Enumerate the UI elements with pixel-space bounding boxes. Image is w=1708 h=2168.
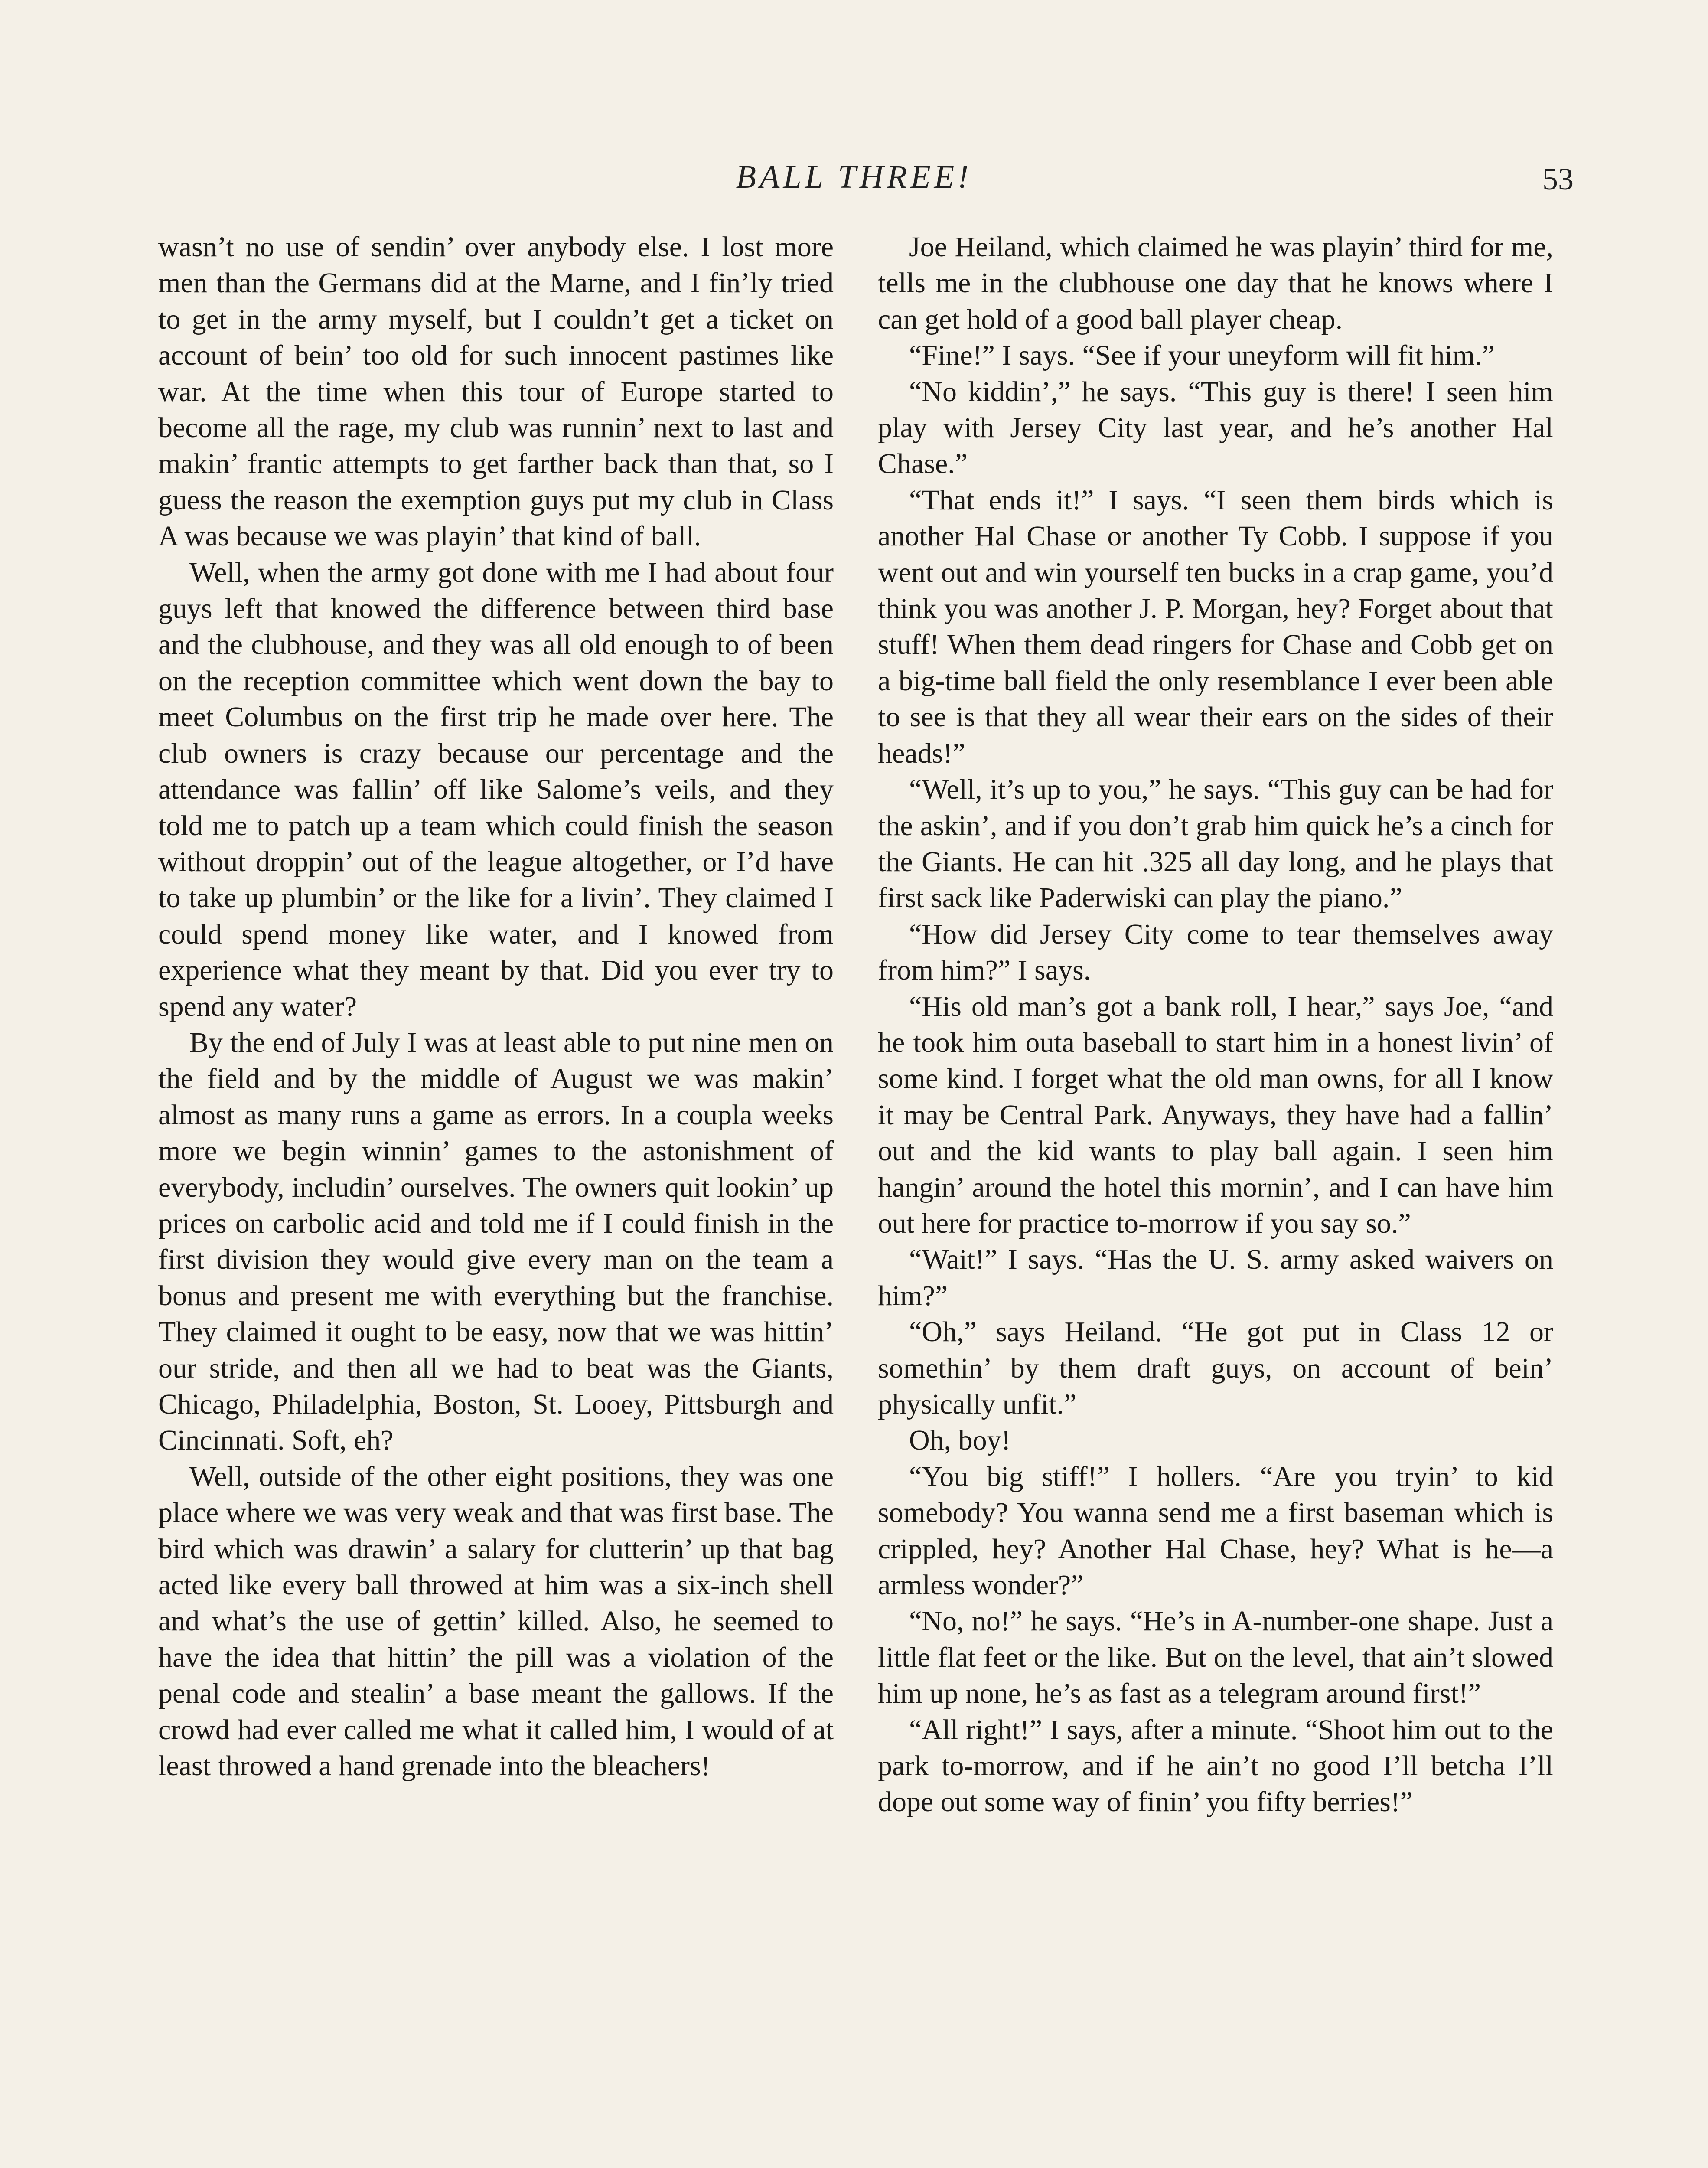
paragraph: “His old man’s got a bank roll, I hear,” says Joe, “and he took him outa baseball to start him in a honest livin’ of some kind. I forget what the old man owns, for all I know it may be Central Park. Anyways, they have had a fallin’ out and the kid wants to play ball again. I seen him hangin’ around the hotel this mornin’, and I can have him out here for practice to-morrow if you say so.” <box>878 990 1553 1239</box>
paragraph: “Well, it’s up to you,” he says. “This guy can be had for the askin’, and if you don’t grab him quick he’s a cinch for the Giants. He can hit .325 all day long, and he plays that first sack like Paderwiski can play the piano.” <box>878 774 1553 914</box>
paragraph: “All right!” I says, after a minute. “Shoot him out to the park to-morrow, and if he ain’t no good I’ll betcha I’ll dope out some way of finin’ you fifty berries!” <box>878 1714 1553 1818</box>
paragraph: “How did Jersey City come to tear themselves away from him?” I says. <box>878 918 1553 986</box>
paragraph: “That ends it!” I says. “I seen them birds which is another Hal Chase or another Ty Cobb. I suppose if you went out and win yourself ten bucks in a crap game, you’d think you was another J. P. Morgan, hey? Forget about that stuff! When them dead ringers for Chase and Cobb get on a big-time ball field the only resemblance I ever been able to see is that they all wear their ears on the sides of their heads!” <box>878 484 1553 769</box>
paragraph: “You big stiff!” I hollers. “Are you tryin’ to kid somebody? You wanna send me a first baseman which is crippled, hey? Another Hal Chase, hey? What is he—a armless wonder?” <box>878 1460 1553 1601</box>
right-text-column <box>878 229 1553 1820</box>
paragraph: By the end of July I was at least able to put nine men on the field and by the middle of August we was makin’ almost as many runs a game as errors. In a coupla weeks more we begin winnin’ games to the astonishment of everybody, includin’ ourselves. The owners quit lookin’ up prices on carbolic acid and told me if I could finish in the first division they would give every man on the team a bonus and present me with everything but the franchise. They claimed it ought to be easy, now that we was hittin’ our stride, and then all we had to beat was the Giants, Chicago, Philadelphia, Boston, St. Looey, Pittsburgh and Cincinnati. Soft, eh? <box>158 1026 834 1456</box>
paragraph: wasn’t no use of sendin’ over anybody else. I lost more men than the Germans did at the Marne, and I fin’ly tried to get in the army myself, but I couldn’t get a ticket on account of bein’ too old for such innocent pastimes like war. At the time when this tour of Europe started to become all the rage, my club was runnin’ next to last and makin’ frantic attempts to get farther back than that, so I guess the reason the exemption guys put my club in Class A was because we was playin’ that kind of ball. <box>158 231 834 552</box>
paragraph: “Oh,” says Heiland. “He got put in Class 12 or somethin’ by them draft guys, on account of bein’ physically unfit.” <box>878 1316 1553 1420</box>
paragraph: Well, when the army got done with me I had about four guys left that knowed the difference between third base and the clubhouse, and they was all old enough to of been on the reception committee which went down the bay to meet Columbus on the first trip he made over here. The club owners is crazy because our percentage and the attendance was fallin’ off like Salome’s veils, and they told me to patch up a team which could finish the season without droppin’ out of the league altogether, or I’d have to take up plumbin’ or the like for a livin’. They claimed I could spend money like water, and I knowed from experience what they meant by that. Did you ever try to spend any water? <box>158 556 834 1022</box>
left-text-column <box>158 229 834 1784</box>
paragraph: “No, no!” he says. “He’s in A-number-one shape. Just a little flat feet or the like. But on the level, that ain’t slowed him up none, he’s as fast as a telegram around first!” <box>878 1605 1553 1710</box>
paragraph: Well, outside of the other eight positions, they was one place where we was very weak and that was first base. The bird which was drawin’ a salary for clutterin’ up that bag acted like every ball throwed at him was a six-inch shell and what’s the use of gettin’ killed. Also, he seemed to have the idea that hittin’ the pill was a violation of the penal code and stealin’ a base meant the gallows. If the crowd had ever called me what it called him, I would of at least throwed a hand grenade into the bleachers! <box>158 1460 834 1782</box>
paragraph: Joe Heiland, which claimed he was playin’ third for me, tells me in the clubhouse one day that he knows where I can get hold of a good ball player cheap. <box>878 231 1553 335</box>
paragraph: “Fine!” I says. “See if your uneyform will fit him.” <box>909 340 1495 372</box>
paragraph: “Wait!” I says. “Has the U. S. army asked waivers on him?” <box>878 1244 1553 1312</box>
paragraph: Oh, boy! <box>909 1424 1011 1456</box>
page-number: 53 <box>1542 162 1574 196</box>
paragraph: “No kiddin’,” he says. “This guy is there! I seen him play with Jersey City last year, and he’s another Hal Chase.” <box>878 375 1553 480</box>
running-head-title: BALL THREE! <box>736 159 972 195</box>
